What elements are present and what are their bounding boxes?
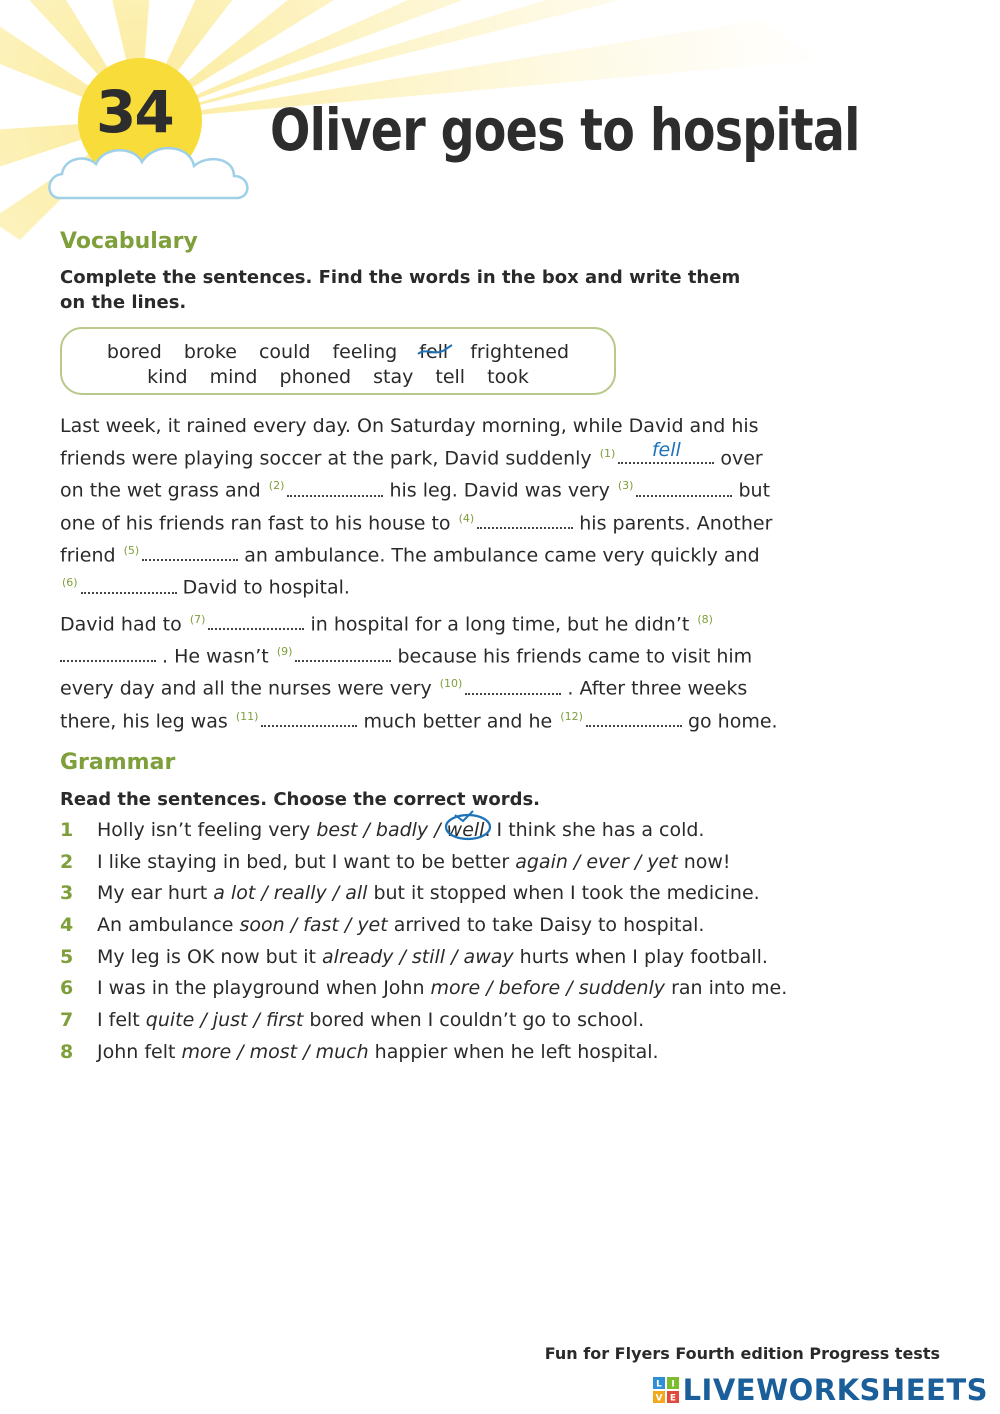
item-text-after: ran into me. xyxy=(665,977,788,1000)
item-text xyxy=(97,913,704,937)
item-number: 1 xyxy=(60,819,74,841)
answer-blank-2[interactable] xyxy=(287,477,383,497)
passage-text: much better and he xyxy=(363,709,553,732)
passage-text: . He wasn’t xyxy=(162,645,269,668)
page-title: Oliver goes to hospital xyxy=(270,96,860,164)
item-text-after: happier when he left hospital. xyxy=(368,1040,659,1063)
word-box xyxy=(60,327,616,395)
gap-number: (2) xyxy=(268,479,285,493)
svg-text:V: V xyxy=(655,1393,663,1403)
item-number: 7 xyxy=(60,1009,74,1032)
word-box-row-1 xyxy=(62,339,614,365)
strikethrough-mark-icon xyxy=(416,343,456,359)
item-text-before: I felt xyxy=(97,1009,146,1032)
answer-blank-8[interactable] xyxy=(60,642,156,662)
passage-text: . After three weeks there, his leg was xyxy=(60,677,748,732)
word-box-word: frightened xyxy=(470,341,570,363)
answer-blank-5[interactable] xyxy=(142,541,238,561)
item-text-after: bored when I couldn’t go to school. xyxy=(303,1009,645,1032)
item-number: 6 xyxy=(60,977,74,1000)
item-text-after: now! xyxy=(677,850,731,873)
word-box-word-crossed xyxy=(419,339,448,365)
passage-text: because his friends came to visit him every day and all the nurses were very xyxy=(60,645,753,700)
grammar-instruction: Read the sentences. Choose the correct words. xyxy=(60,789,541,810)
answer-blank-1[interactable] xyxy=(618,439,714,464)
answer-blank-7[interactable] xyxy=(208,610,304,630)
gap-number: (7) xyxy=(189,612,206,626)
passage-paragraph-2 xyxy=(60,606,780,735)
chosen-option-text: well xyxy=(446,819,485,841)
svg-text:L: L xyxy=(655,1379,662,1390)
item-text xyxy=(97,976,787,1000)
item-text xyxy=(97,1040,659,1064)
passage-text: go home. xyxy=(687,709,778,732)
item-text-after: . I think she has a cold. xyxy=(484,819,705,841)
answer-blank-9[interactable] xyxy=(295,642,391,662)
passage-text: his leg. David was very xyxy=(389,479,610,502)
passage-text: his parents. Another friend xyxy=(60,511,773,567)
gap-number: (11) xyxy=(235,709,259,723)
item-number: 5 xyxy=(60,945,74,968)
cloud-icon xyxy=(49,148,247,198)
crossed-word-text: fell xyxy=(419,341,449,363)
item-text-before: An ambulance xyxy=(97,914,240,937)
gap-number: (8) xyxy=(697,612,713,626)
answer-blank-12[interactable] xyxy=(586,707,682,727)
item-text xyxy=(97,1008,644,1032)
item-text-before: John felt xyxy=(97,1040,182,1063)
svg-text:I: I xyxy=(670,1379,675,1390)
passage-text: in hospital for a long time, but he didn’t xyxy=(310,612,690,635)
item-text-before: My leg is OK now but it xyxy=(97,945,323,968)
answer-blank-11[interactable] xyxy=(261,707,357,727)
item-number: 2 xyxy=(60,850,74,873)
word-options[interactable]: again / ever / yet xyxy=(515,850,678,873)
item-number: 4 xyxy=(60,914,74,937)
item-text xyxy=(97,818,704,842)
word-box-word: broke xyxy=(183,341,237,363)
answer-blank-3[interactable] xyxy=(636,477,732,497)
word-options[interactable]: best / badly / xyxy=(316,819,447,841)
item-text-before: I like staying in bed, but I want to be better xyxy=(97,850,516,873)
item-number: 8 xyxy=(60,1040,74,1063)
word-box-word: mind xyxy=(209,366,258,388)
word-box-word: tell xyxy=(435,366,466,388)
unit-number: 34 xyxy=(96,78,173,146)
item-text-before: I was in the playground when John xyxy=(97,977,431,1000)
answer-text: fell xyxy=(651,439,681,462)
word-options[interactable]: already / still / away xyxy=(322,945,514,968)
word-box-word: kind xyxy=(147,366,188,388)
liveworksheets-brand[interactable] xyxy=(653,1372,988,1408)
item-text-before: Holly isn’t feeling very xyxy=(97,819,317,841)
vocabulary-instruction: Complete the sentences. Find the words in the box and write them on the lines. xyxy=(60,267,741,313)
passage-text: Last week, it rained every day. On Saturday morning, while David and his friends were playing soccer at the park, David suddenly xyxy=(60,415,759,470)
item-text-after: but it stopped when I took the medicine. xyxy=(367,882,760,905)
source-credit: Fun for Flyers Fourth edition Progress tests xyxy=(544,1344,940,1363)
word-box-word: feeling xyxy=(332,341,398,363)
gap-number: (9) xyxy=(276,644,293,658)
liveworksheets-logo-icon xyxy=(653,1377,679,1403)
passage-paragraph-1 xyxy=(60,413,780,602)
gap-number: (4) xyxy=(458,511,475,525)
item-text xyxy=(97,881,760,905)
item-text xyxy=(97,945,768,969)
passage-text: David to hospital. xyxy=(182,576,350,599)
vocabulary-heading: Vocabulary xyxy=(60,229,198,254)
gap-number: (10) xyxy=(439,677,463,691)
word-options[interactable]: more / before / suddenly xyxy=(430,977,666,1000)
answer-blank-10[interactable] xyxy=(465,675,561,695)
answer-blank-6[interactable] xyxy=(81,574,177,594)
word-options[interactable]: a lot / really / all xyxy=(213,882,368,905)
item-text xyxy=(97,850,731,874)
svg-text:E: E xyxy=(669,1393,676,1403)
item-text-after: arrived to take Daisy to hospital. xyxy=(387,914,705,937)
word-box-row-2 xyxy=(62,364,614,390)
word-box-word: took xyxy=(487,366,529,388)
gap-number: (6) xyxy=(62,576,78,590)
item-number: 3 xyxy=(60,882,74,905)
item-text-after: hurts when I play football. xyxy=(513,945,768,968)
word-options[interactable]: quite / just / first xyxy=(145,1009,304,1032)
word-box-word: stay xyxy=(373,366,414,388)
answer-blank-4[interactable] xyxy=(477,509,573,529)
grammar-heading: Grammar xyxy=(60,750,176,775)
gap-number: (5) xyxy=(123,543,140,557)
vocabulary-passage xyxy=(60,413,780,735)
passage-text: an ambulance. The ambulance came very quickly and xyxy=(244,544,760,567)
passage-text: over on the wet grass and xyxy=(60,447,763,502)
passage-text: David had to xyxy=(60,612,182,635)
liveworksheets-wordmark: LIVEWORKSHEETS xyxy=(682,1373,988,1407)
word-options[interactable]: soon / fast / yet xyxy=(239,914,388,937)
word-options[interactable]: more / most / much xyxy=(181,1040,369,1063)
word-box-word: phoned xyxy=(279,366,352,388)
word-box-word: could xyxy=(258,341,311,363)
gap-number: (3) xyxy=(617,479,634,493)
word-box-word: bored xyxy=(106,341,162,363)
gap-number: (1) xyxy=(599,447,616,460)
item-text-before: My ear hurt xyxy=(97,882,214,905)
chosen-option[interactable] xyxy=(447,819,485,841)
passage-text: but one of his friends ran fast to his house to xyxy=(60,479,771,534)
gap-number: (12) xyxy=(560,709,583,723)
answer-circle-icon xyxy=(441,807,501,843)
